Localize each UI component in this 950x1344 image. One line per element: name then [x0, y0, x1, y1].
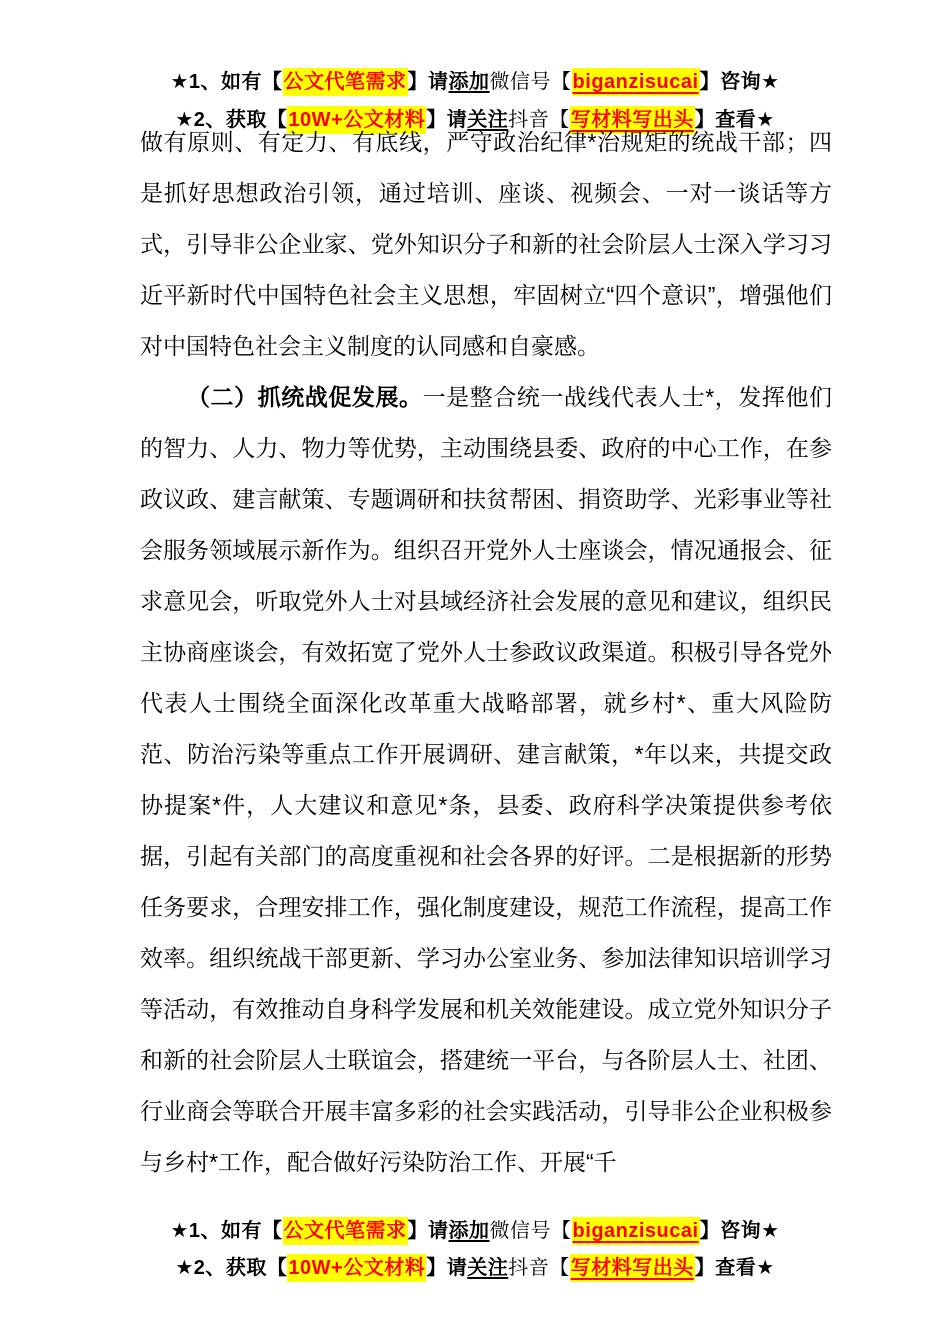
notice-segment: 】请 [426, 109, 468, 131]
notice-segment: 10W+公文材料 [287, 106, 426, 134]
wechat-id: biganzisucai [572, 1217, 700, 1245]
paragraph-text: 做有原则、有定力、有底线，严守政治纪律*治规矩的统战干部；四是抓好思想政治引领，通过培训、座谈、视频会、一对一谈话等方式，引导非公企业家、党外知识分子和新的社会阶层人士深入学习习近平新时代中国特色社会主义思想，牢固树立“四个意识”，增强他们对中国特色社会主义制度的认同感和自豪感。 [140, 129, 832, 359]
notice-segment: ★1、如有【 [170, 71, 283, 93]
notice-segment: 】请 [407, 71, 449, 93]
notice-line [0, 1213, 950, 1250]
document-body [140, 117, 832, 1188]
notice-segment: ★1、如有【 [170, 1220, 283, 1242]
notice-segment: 】查看★ [694, 1257, 775, 1279]
notice-segment: 10W+公文材料 [287, 1254, 426, 1282]
notice-segment: 公文代笔需求 [283, 1217, 408, 1245]
notice-segment: 微信号【 [489, 71, 572, 93]
notice-segment: 关注 [467, 109, 509, 131]
wechat-id: biganzisucai [572, 68, 700, 96]
douyin-id: 写材料写出头 [570, 1254, 695, 1282]
paragraph-lead-bold: （二）抓统战促发展。 [187, 384, 423, 410]
notice-segment: 】请 [407, 1220, 449, 1242]
notice-segment: 关注 [467, 1257, 509, 1279]
notice-segment: 】咨询★ [699, 71, 780, 93]
notice-segment: 抖音【 [508, 1257, 570, 1279]
notice-segment: ★2、获取【 [175, 1257, 288, 1279]
paragraph [140, 372, 832, 1188]
notice-segment: 微信号【 [489, 1220, 572, 1242]
notice-line [0, 1250, 950, 1287]
notice-segment: ★2、获取【 [175, 109, 288, 131]
paragraph-text: 一是整合统一战线代表人士*，发挥他们的智力、人力、物力等优势，主动围绕县委、政府的中心工作，在参政议政、建言献策、专题调研和扶贫帮困、捐资助学、光彩事业等社会服务领域展示新作为。组织召开党外人士座谈会，情况通报会、征求意见会，听取党外人士对县域经济社会发展的意见和建议，组织民主协商座谈会，有效拓宽了党外人士参政议政渠道。积极引导各党外代表人士围绕全面深化改革重大战略部署，就乡村*、重大风险防范、防治污染等重点工作开展调研、建言献策，*年以来，共提交政协提案*件，人大建议和意见*条，县委、政府科学决策提供参考依据，引起有关部门的高度重视和社会各界的好评。二是根据新的形势任务要求，合理安排工作，强化制度建设，规范工作流程，提高工作效率。组织统战干部更新、学习办公室业务、参加法律知识培训学习等活动，有效推动自身科学发展和机关效能建设。成立党外知识分子和新的社会阶层人士联谊会，搭建统一平台，与各阶层人士、社团、行业商会等联合开展丰富多彩的社会实践活动，引导非公企业积极参与乡村*工作，配合做好污染防治工作、开展“千 [140, 384, 833, 1175]
notice-segment: 添加 [448, 1220, 490, 1242]
douyin-id: 写材料写出头 [570, 106, 695, 134]
paragraph [140, 117, 832, 372]
promo-notice-footer [0, 1213, 950, 1287]
notice-segment: 】查看★ [694, 109, 775, 131]
notice-segment: 抖音【 [508, 109, 570, 131]
notice-segment: 】请 [426, 1257, 468, 1279]
notice-segment: 公文代笔需求 [283, 68, 408, 96]
notice-segment: 】咨询★ [699, 1220, 780, 1242]
notice-line [0, 63, 950, 101]
notice-segment: 添加 [448, 71, 490, 93]
